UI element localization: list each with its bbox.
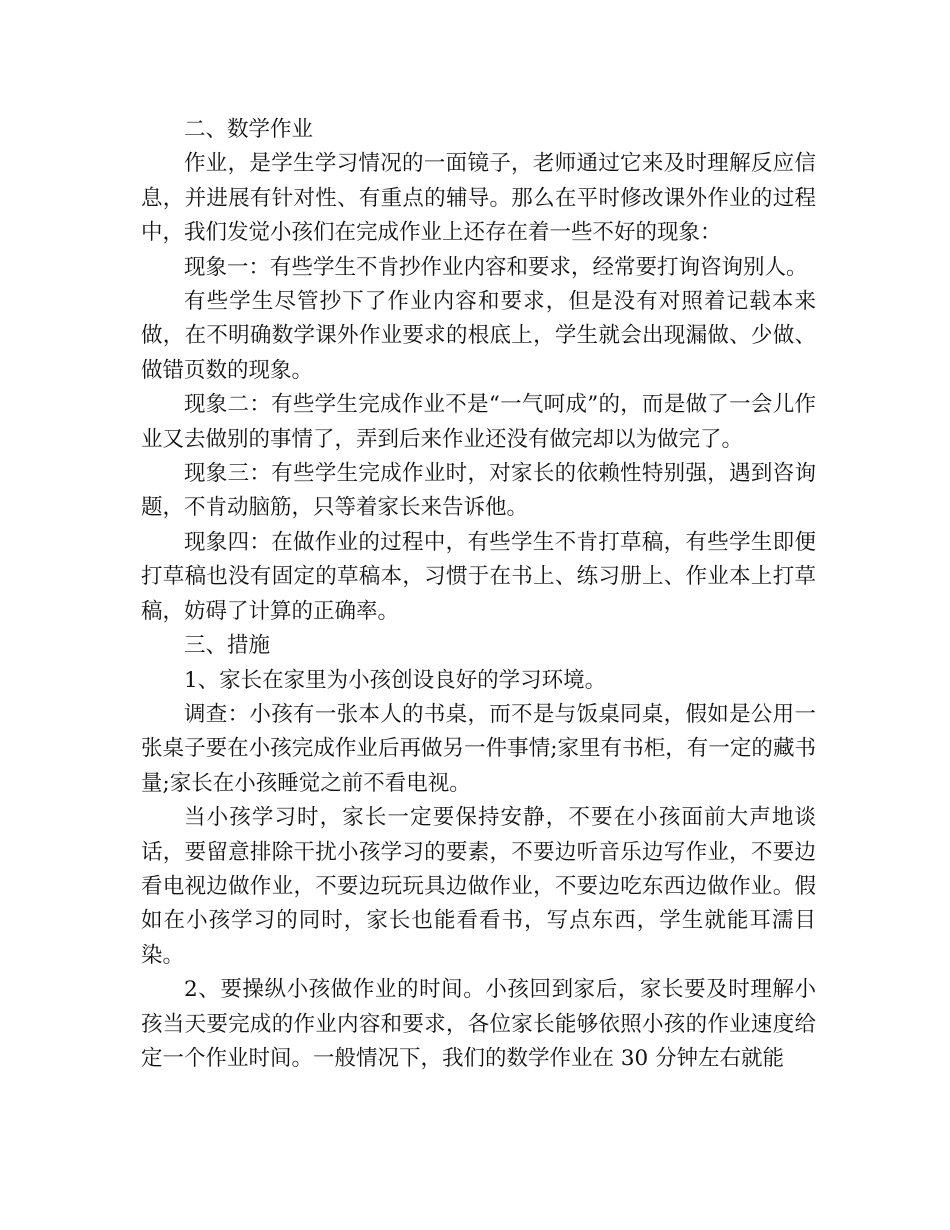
- paragraph-survey: 调查：小孩有一张本人的书桌，而不是与饭桌同桌，假如是公用一张桌子要在小孩完成作业后再做另一件事情;家里有书柜，有一定的藏书量;家长在小孩睡觉之前不看电视。: [141, 701, 816, 796]
- paragraph-phenomenon-one: 现象一：有些学生不肯抄作业内容和要求，经常要打询咨询别人。: [184, 254, 808, 280]
- paragraph-phenomenon-four: 现象四：在做作业的过程中，有些学生不肯打草稿，有些学生即便打草稿也没有固定的草稿本，习惯于在书上、练习册上、作业本上打草稿，妨碍了计算的正确率。: [141, 529, 816, 624]
- section-heading-math-homework: 二、数学作业: [184, 117, 314, 142]
- paragraph-quiet-study: 当小孩学习时，家长一定要保持安静，不要在小孩面前大声地谈话，要留意排除干扰小孩学习的要素，不要边听音乐边写作业，不要边看电视边做作业，不要边玩玩具边做作业，不要边吃东西边做作业。假如在小孩学习的同时，家长也能看看书，写点东西，学生就能耳濡目染。: [141, 805, 816, 968]
- paragraph-homework-mirror: 作业，是学生学习情况的一面镜子，老师通过它来及时理解反应信息，并进展有针对性、有重点的辅导。那么在平时修改课外作业的过程中，我们发觉小孩们在完成作业上还存在着一些不好的现象：: [141, 151, 816, 246]
- section-heading-measures: 三、措施: [184, 633, 271, 659]
- paragraph-phenomenon-one-detail: 有些学生尽管抄下了作业内容和要求，但是没有对照着记载本来做，在不明确数学课外作业要求的根底上，学生就会出现漏做、少做、做错页数的现象。: [141, 289, 816, 383]
- paragraph-measure-two: 2、要操纵小孩做作业的时间。小孩回到家后，家长要及时理解小孩当天要完成的作业内容和要求，各位家长能够依照小孩的作业速度给定一个作业时间。一般情况下，我们的数学作业在 30 分钟左右就能: [141, 977, 816, 1071]
- paragraph-measure-one: 1、家长在家里为小孩创设良好的学习环境。: [184, 667, 607, 693]
- paragraph-phenomenon-two: 现象二：有些学生完成作业不是“一气呵成”的，而是做了一会儿作业又去做别的事情了，弄到后来作业还没有做完却以为做完了。: [141, 392, 816, 452]
- paragraph-phenomenon-three: 现象三：有些学生完成作业时，对家长的依赖性特别强，遇到咨询题，不肯动脑筋，只等着家长来告诉他。: [141, 461, 816, 521]
